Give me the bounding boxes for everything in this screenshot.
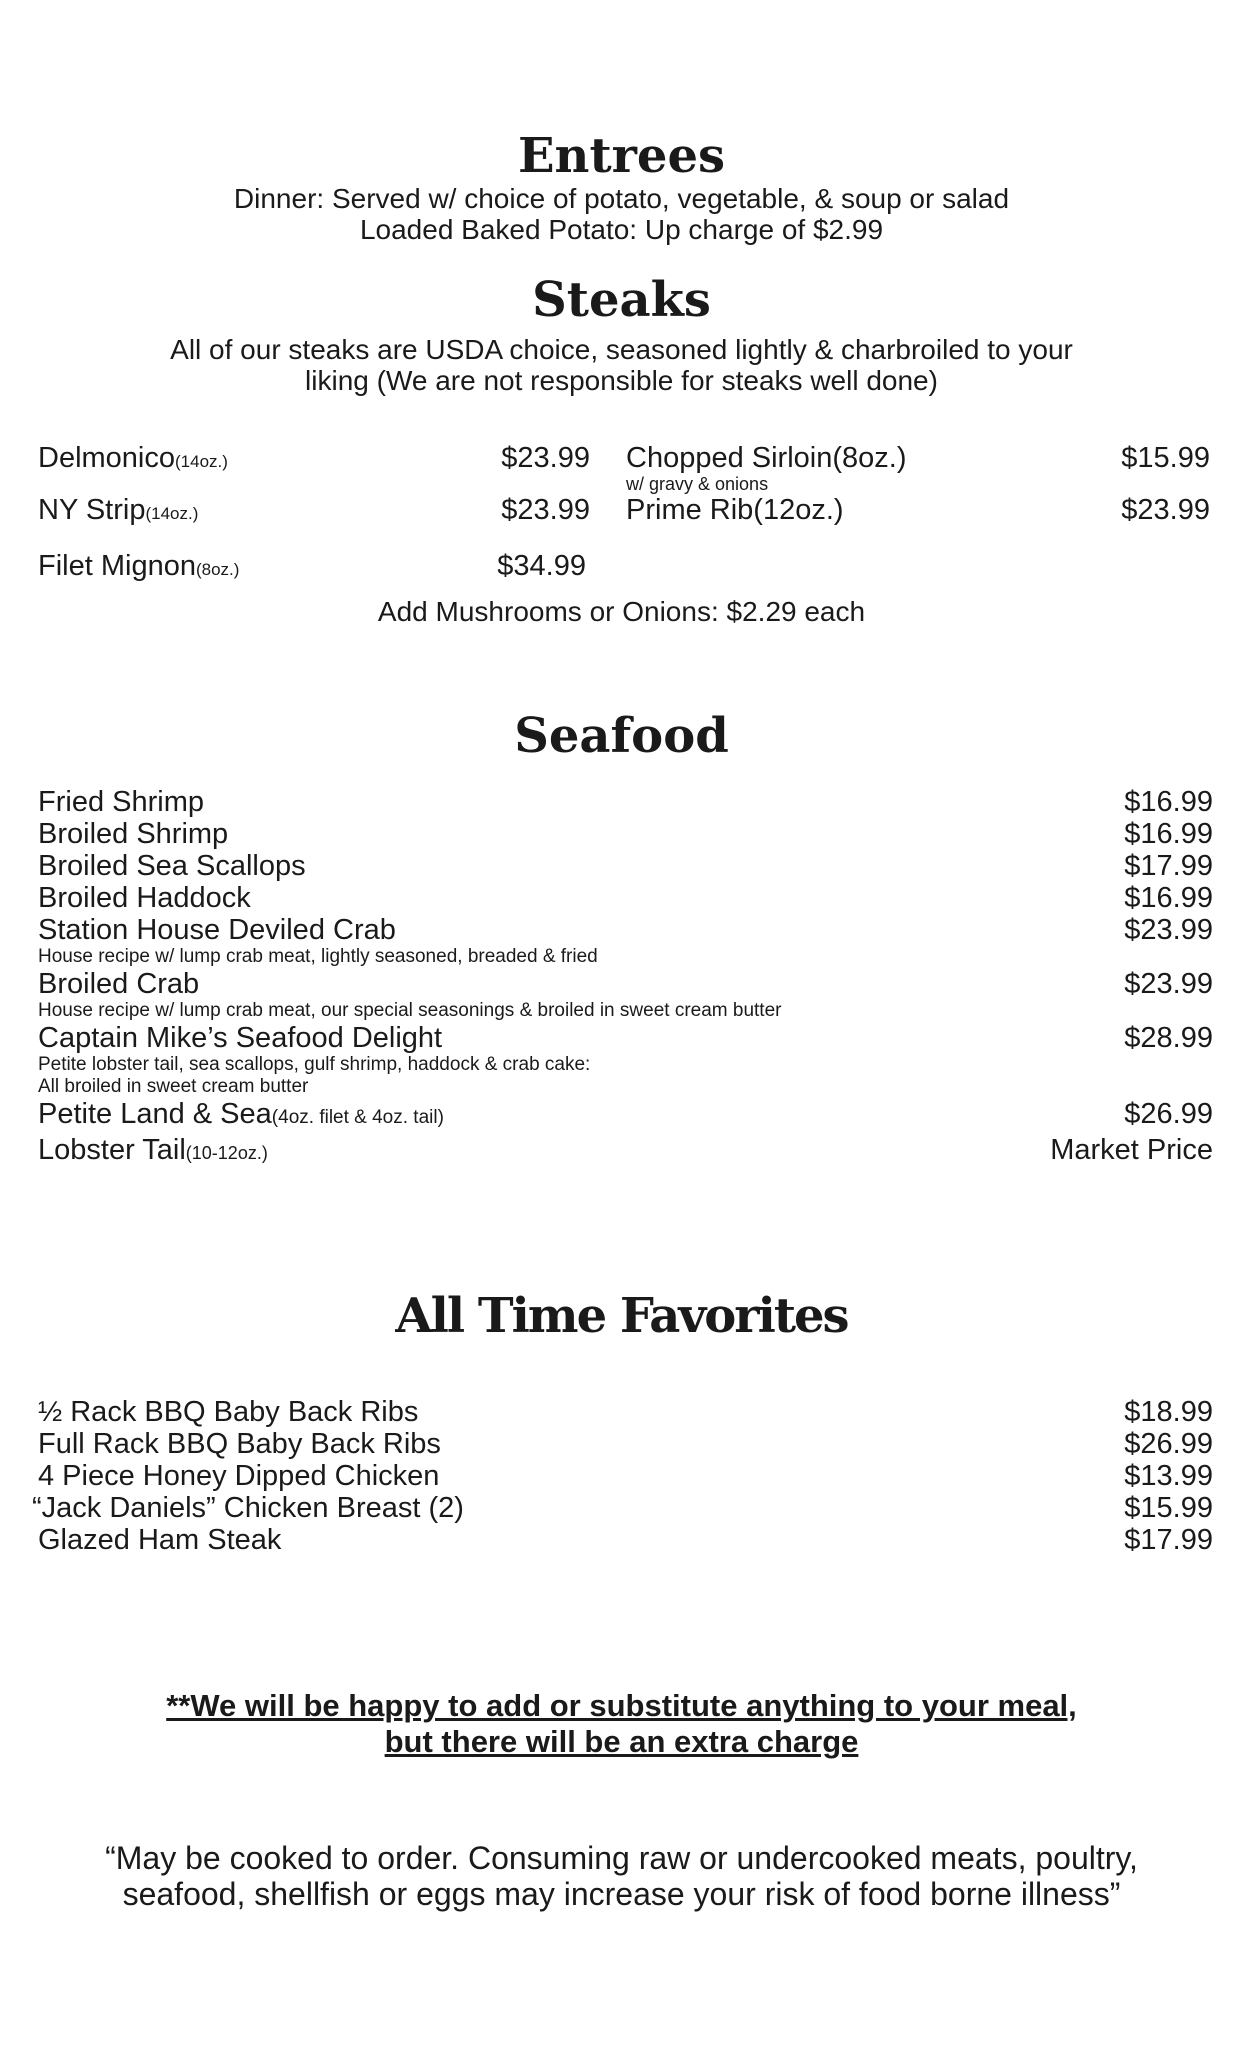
steak-item-price: $15.99 [1121,442,1210,474]
steaks-line-1: All of our steaks are USDA choice, seasoned lightly & charbroiled to your [170,334,1073,365]
list-item [38,1428,1213,1460]
item-price: $15.99 [1124,1492,1213,1524]
substitution-disclaimer-line-2: but there will be an extra charge [384,1724,859,1759]
list-item [38,786,1213,818]
item-price: $17.99 [1124,850,1213,882]
list-item [38,850,1213,882]
entrees-line-1: Dinner: Served w/ choice of potato, vegetable, & soup or salad [233,183,1010,214]
item-name: Broiled Sea Scallops [38,850,306,882]
seafood-list [38,786,1213,1169]
list-item [32,1492,1213,1524]
substitution-disclaimer-line-1: **We will be happy to add or substitute anything to your meal, [166,1688,1077,1723]
item-name: Petite Land & Sea(4oz. filet & 4oz. tail) [38,1098,444,1130]
item-price: $18.99 [1124,1396,1213,1428]
steak-item-name: Chopped Sirloin(8oz.) [626,442,907,474]
favorites-title: All Time Favorites [395,1288,848,1344]
steak-item-name: Delmonico(14oz.) [38,442,228,474]
list-item [38,818,1213,850]
item-note: House recipe w/ lump crab meat, our special seasonings & broiled in sweet cream butter [38,1000,782,1021]
steak-item-name: Prime Rib(12oz.) [626,494,844,526]
steaks-line-2: liking (We are not responsible for steaks well done) [305,365,938,396]
steak-item-name: Filet Mignon(8oz.) [38,550,240,582]
list-item [38,1098,1213,1134]
item-price: $13.99 [1124,1460,1213,1492]
entrees-line-2: Loaded Baked Potato: Up charge of $2.99 [359,214,884,245]
list-item [38,968,1213,1000]
steak-item-note: w/ gravy & onions [626,474,769,494]
item-name: Broiled Haddock [38,882,251,914]
item-name: Station House Deviled Crab [38,914,396,946]
food-safety-warning-line-1: “May be cooked to order. Consuming raw or undercooked meats, poultry, [105,1840,1138,1876]
list-item [38,1134,1213,1169]
item-note: All broiled in sweet cream butter [38,1076,309,1097]
steaks-title: Steaks [532,272,711,328]
item-note: Petite lobster tail, sea scallops, gulf shrimp, haddock & crab cake: [38,1054,591,1075]
item-name: Lobster Tail(10-12oz.) [38,1134,268,1166]
item-price: $26.99 [1124,1098,1213,1130]
item-name: Fried Shrimp [38,786,204,818]
item-name: Broiled Crab [38,968,200,1000]
list-item [38,1022,1213,1054]
item-name: 4 Piece Honey Dipped Chicken [38,1460,440,1492]
steak-item-name: NY Strip(14oz.) [38,494,199,526]
food-safety-warning-line-2: seafood, shellfish or eggs may increase your risk of food borne illness” [122,1876,1121,1912]
list-item [38,1460,1213,1492]
item-price: $23.99 [1124,968,1213,1000]
item-price: $28.99 [1124,1022,1213,1054]
list-item [38,882,1213,914]
item-name: Glazed Ham Steak [38,1524,282,1556]
item-name: Broiled Shrimp [38,818,229,850]
steaks-addon: Add Mushrooms or Onions: $2.29 each [377,596,866,627]
item-name: Captain Mike’s Seafood Delight [38,1022,443,1054]
steak-item-price: $23.99 [1121,494,1210,526]
item-price: $16.99 [1124,818,1213,850]
item-name: “Jack Daniels” Chicken Breast (2) [32,1492,464,1524]
item-name: Full Rack BBQ Baby Back Ribs [38,1428,441,1460]
item-note: House recipe w/ lump crab meat, lightly seasoned, breaded & fried [38,946,598,967]
item-price: Market Price [1050,1134,1213,1166]
list-item [38,914,1213,946]
list-item [38,1396,1213,1428]
steak-item-price: $23.99 [501,442,590,474]
favorites-list [32,1396,1213,1556]
item-price: $17.99 [1124,1524,1213,1556]
item-price: $23.99 [1124,914,1213,946]
item-price: $26.99 [1124,1428,1213,1460]
steak-item-price: $34.99 [497,550,586,582]
list-item [38,1524,1213,1556]
item-name: ½ Rack BBQ Baby Back Ribs [38,1396,419,1428]
item-price: $16.99 [1124,882,1213,914]
seafood-title: Seafood [514,708,729,764]
entrees-title: Entrees [517,128,726,184]
item-price: $16.99 [1124,786,1213,818]
steak-item-price: $23.99 [501,494,590,526]
